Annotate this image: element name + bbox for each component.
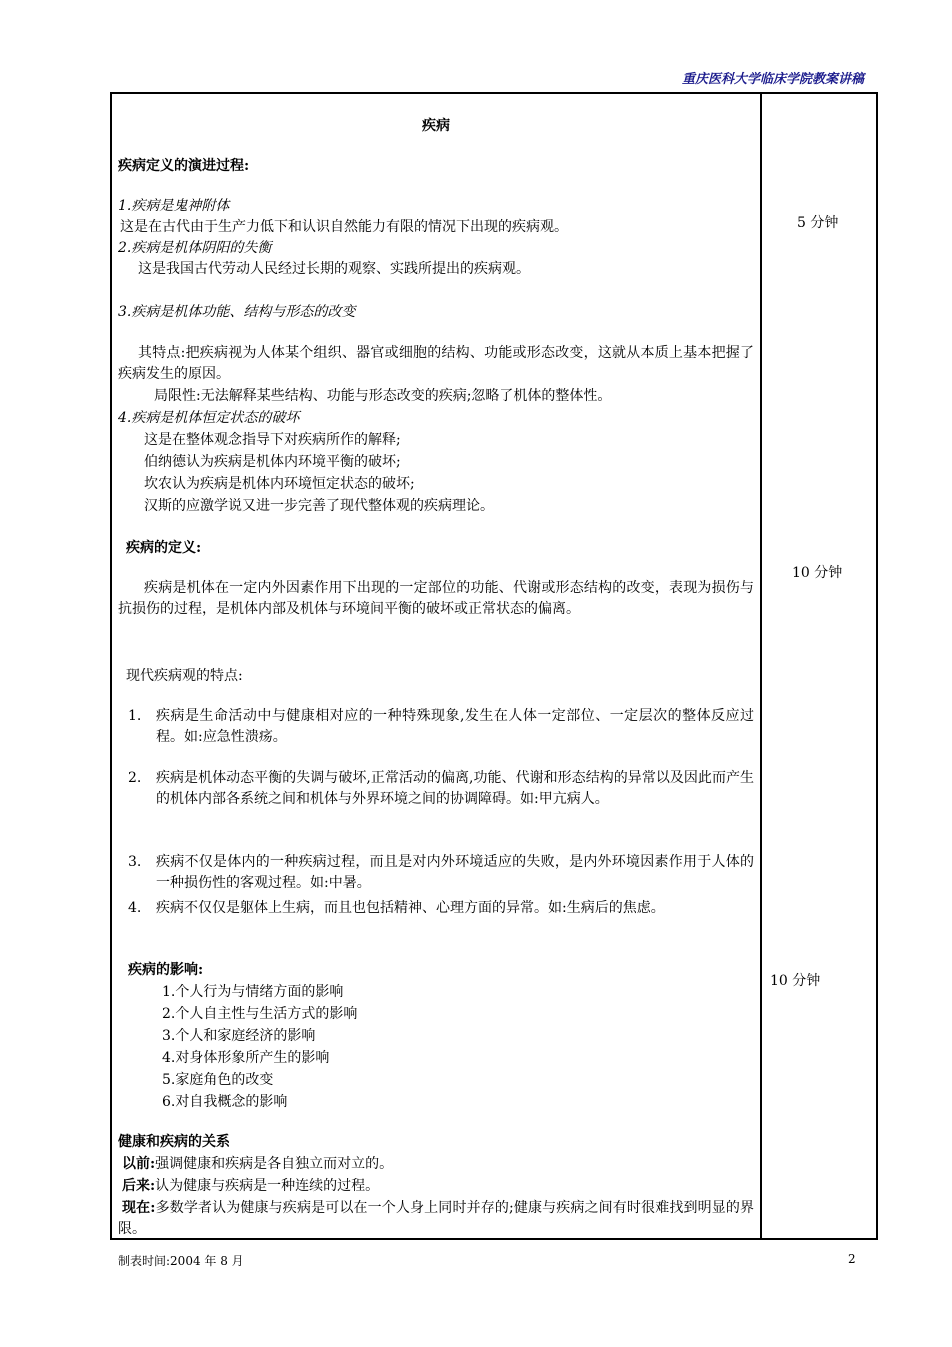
header-brand: 重庆医科大学临床学院教案讲稿 <box>681 72 864 87</box>
influence-item: 1.个人行为与情绪方面的影响 <box>162 984 344 1000</box>
evolution-item-3-title: 3.疾病是机体功能、结构与形态的改变 <box>118 304 356 320</box>
definition-text: 疾病是机体在一定内外因素作用下出现的一定部位的功能、代谢或形态结构的改变，表现为损伤与抗损伤的过程，是机体内部及机体与环境间平衡的破坏或正常状态的偏离。 <box>118 580 754 617</box>
evolution-item-1-title: 1.疾病是鬼神附体 <box>118 198 230 214</box>
evolution-item-4-line: 坎农认为疾病是机体内环境恒定状态的破坏; <box>144 476 415 492</box>
modern-item-number: 3. <box>128 854 142 870</box>
influence-item: 2.个人自主性与生活方式的影响 <box>162 1006 358 1022</box>
time-allotment: 10 分钟 <box>770 973 821 989</box>
influence-item: 4.对身体形象所产生的影响 <box>162 1050 330 1066</box>
evolution-item-3-limit: 局限性:无法解释某些结构、功能与形态改变的疾病;忽略了机体的整体性。 <box>154 388 612 404</box>
evolution-item-4-title: 4.疾病是机体恒定状态的破坏 <box>118 410 300 426</box>
time-allotment: 10 分钟 <box>792 565 843 581</box>
column-divider <box>760 92 762 1240</box>
page-title: 疾病 <box>422 118 450 134</box>
modern-item-number: 4. <box>128 900 142 916</box>
evolution-item-1-text: 这是在古代由于生产力低下和认识自然能力有限的情况下出现的疾病观。 <box>120 219 568 235</box>
evolution-item-4-line: 汉斯的应激学说又进一步完善了现代整体观的疾病理论。 <box>144 498 494 514</box>
relation-before-label: 以前: <box>122 1156 156 1172</box>
modern-item-text: 疾病是机体动态平衡的失调与破坏,正常活动的偏离,功能、代谢和形态结构的异常以及因此而产生的机体内部各系统之间和机体与外界环境之间的协调障碍。如:甲亢病人。 <box>156 770 754 807</box>
influence-item: 3.个人和家庭经济的影响 <box>162 1028 316 1044</box>
evolution-item-3-feature: 其特点:把疾病视为人体某个组织、器官或细胞的结构、功能或形态改变，这就从本质上基本把握了疾病发生的原因。 <box>118 345 754 382</box>
modern-item-number: 1. <box>128 708 142 724</box>
relation-now-text: 多数学者认为健康与疾病是可以在一个人身上同时并存的;健康与疾病之间有时很难找到明显的界限。 <box>118 1200 755 1237</box>
influence-heading: 疾病的影响: <box>128 962 204 978</box>
relation-now <box>118 1198 754 1240</box>
influence-item: 5.家庭角色的改变 <box>162 1072 274 1088</box>
evolution-item-2-title: 2.疾病是机体阴阳的失衡 <box>118 240 272 256</box>
relation-later-label: 后来: <box>122 1178 156 1194</box>
relation-now-label: 现在: <box>122 1200 156 1216</box>
modern-item-text: 疾病不仅仅是躯体上生病，而且也包括精神、心理方面的异常。如:生病后的焦虑。 <box>156 900 665 916</box>
relation-later-text: 认为健康与疾病是一种连续的过程。 <box>155 1178 380 1194</box>
relation-before <box>122 1154 393 1174</box>
modern-item-text: 疾病不仅是体内的一种疾病过程，而且是对内外环境适应的失败，是内外环境因素作用于人体的一种损伤性的客观过程。如:中暑。 <box>156 854 754 891</box>
relation-before-text: 强调健康和疾病是各自独立而对立的。 <box>155 1156 394 1172</box>
evolution-item-4-line: 这是在整体观念指导下对疾病所作的解释; <box>144 432 401 448</box>
relation-heading: 健康和疾病的关系 <box>118 1134 230 1150</box>
page-number: 2 <box>848 1252 856 1266</box>
time-allotment: 5 分钟 <box>797 215 839 231</box>
modern-heading: 现代疾病观的特点: <box>126 668 243 684</box>
modern-item-text: 疾病是生命活动中与健康相对应的一种特殊现象,发生在人体一定部位、一定层次的整体反应过程。如:应急性溃疡。 <box>156 708 754 745</box>
influence-item: 6.对自我概念的影响 <box>162 1094 288 1110</box>
footer-made-time: 制表时间:2004 年 8 月 <box>118 1254 244 1268</box>
relation-later <box>122 1176 379 1196</box>
evolution-item-4-line: 伯纳德认为疾病是机体内环境平衡的破坏; <box>144 454 401 470</box>
definition-heading: 疾病的定义: <box>126 540 202 556</box>
evolution-heading: 疾病定义的演进过程: <box>118 158 250 174</box>
modern-item-number: 2. <box>128 770 142 786</box>
evolution-item-2-text: 这是我国古代劳动人民经过长期的观察、实践所提出的疾病观。 <box>138 261 530 277</box>
